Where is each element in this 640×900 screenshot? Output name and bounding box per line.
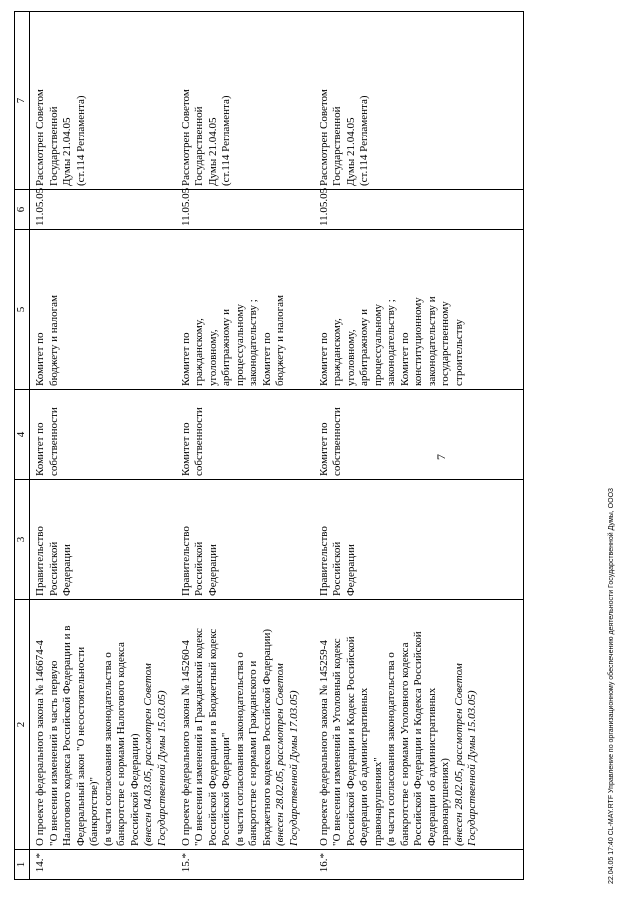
- bill-subject-line: Налогового кодекса Российской Федерации и в: [61, 625, 73, 846]
- lead-committee-line: Комитет по: [317, 422, 330, 476]
- bill-title: О проекте федерального закона № 145260-4: [179, 640, 192, 846]
- co-committee-line: гражданскому,: [331, 318, 343, 386]
- lead-committee: [316, 390, 524, 480]
- bill-subject-line: "О внесении изменений в Гражданский кодекс: [193, 628, 205, 846]
- footer-text: 22.04.05 17:40 CL-MAY.RTF Управление по организационному обеспечению деятельности Государственной Думы, ООО3: [608, 488, 615, 884]
- co-committee-line: арбитражному и: [220, 308, 232, 386]
- co-committee-line: законодательству и: [425, 296, 438, 386]
- bill-note-line: Федерации об административных: [425, 687, 438, 846]
- date: 11.05.05: [316, 190, 524, 230]
- bill-note-line: правонарушениях): [439, 758, 451, 846]
- co-committee-line: Комитет по: [398, 332, 411, 386]
- co-committee-line: законодательству ;: [385, 299, 397, 386]
- co-committee-line: гражданскому,: [193, 318, 205, 386]
- bill-subject-line: Федерации об административных: [358, 687, 370, 846]
- result: [178, 12, 316, 190]
- row-number: 14.*: [30, 850, 178, 880]
- date: 11.05.05: [178, 190, 316, 230]
- table-row: [178, 12, 316, 880]
- result-line: Думы 21.04.05: [344, 117, 357, 186]
- page-number: 7: [434, 454, 448, 460]
- co-committee-line: уголовному,: [206, 329, 219, 386]
- header-col-3: 3: [15, 480, 30, 600]
- result-line: Рассмотрен Советом: [179, 89, 192, 186]
- result-line: Думы 21.04.05: [206, 117, 219, 186]
- co-committee-line: уголовному,: [344, 329, 357, 386]
- result-line: (ст.114 Регламента): [74, 95, 87, 186]
- co-committee-line: бюджету и налогам: [274, 295, 286, 386]
- result: [30, 12, 178, 190]
- bill-note-line: банкротстве с нормами Налогового кодекса: [115, 642, 127, 846]
- result-line: (ст.114 Регламента): [358, 95, 370, 186]
- bill-status-line: Государственной Думы 17.03.05): [287, 690, 300, 846]
- header-col-6: 6: [15, 190, 30, 230]
- initiator-line: Правительство: [317, 526, 330, 596]
- co-committees: [316, 230, 524, 390]
- initiator: [30, 480, 178, 600]
- co-committee-line: Комитет по: [317, 332, 330, 386]
- header-col-5: 5: [15, 230, 30, 390]
- result: [316, 12, 524, 190]
- lead-committee-line: собственности: [331, 407, 343, 476]
- initiator-line: Российской: [193, 541, 205, 596]
- lead-committee-line: собственности: [193, 407, 205, 476]
- bill-subject-line: (банкротстве)": [88, 776, 100, 846]
- co-committee-line: конституционному: [412, 297, 424, 386]
- row-number: 15.*: [178, 850, 316, 880]
- initiator-line: Федерации: [61, 544, 73, 596]
- lead-committee-line: Комитет по: [34, 422, 46, 476]
- result-line: Думы 21.04.05: [61, 117, 73, 186]
- bill-subject-line: Российской Федерации и в Бюджетный кодекс: [206, 628, 219, 846]
- co-committee-line: Комитет по: [34, 332, 46, 386]
- result-line: Государственной: [193, 106, 205, 186]
- agenda-table: [14, 11, 524, 880]
- bill-title: О проекте федерального закона № 145259-4: [317, 640, 330, 846]
- date: 11.05.05: [30, 190, 178, 230]
- bill-note-line: банкротстве с нормами Гражданского и: [247, 660, 259, 846]
- row-number: 16.*: [316, 850, 524, 880]
- co-committee-line: государственному: [439, 301, 451, 386]
- bill-status-line: (внесен 28.02.05, рассмотрен Советом: [452, 663, 465, 846]
- bill-status-line: Государственной Думы 15.03.05): [466, 690, 478, 846]
- co-committee-line: процессуальному: [233, 303, 246, 386]
- bill-note-line: (в части согласования законодательства о: [233, 652, 246, 846]
- bill-subject-line: Российской Федерации": [220, 732, 232, 846]
- result-line: Государственной: [47, 106, 60, 186]
- bill-description: [30, 600, 178, 850]
- initiator: [316, 480, 524, 600]
- initiator-line: Российской: [331, 541, 343, 596]
- bill-subject-line: Федеральный закон "О несостоятельности: [74, 646, 87, 846]
- initiator-line: Правительство: [34, 526, 46, 596]
- bill-status-line: (внесен 04.03.05, рассмотрен Советом: [142, 663, 154, 846]
- initiator-line: Федерации: [206, 544, 219, 596]
- bill-note-line: Бюджетного кодексов Российской Федерации): [260, 628, 273, 846]
- result-line: (ст.114 Регламента): [220, 95, 232, 186]
- co-committee-line: процессуальному: [371, 303, 384, 386]
- co-committee-line: законодательству ;: [247, 299, 259, 386]
- header-row: [15, 12, 30, 880]
- header-col-1: 1: [15, 850, 30, 880]
- bill-subject-line: "О внесении изменений в Уголовный кодекс: [331, 638, 343, 846]
- table-row: [30, 12, 178, 880]
- lead-committee-line: собственности: [47, 407, 60, 476]
- lead-committee: [30, 390, 178, 480]
- bill-description: [178, 600, 316, 850]
- header-col-4: 4: [15, 390, 30, 480]
- initiator-line: Федерации: [344, 544, 357, 596]
- co-committee-line: бюджету и налогам: [47, 295, 60, 386]
- co-committee-line: строительству: [452, 319, 465, 386]
- bill-status-line: Государственной Думы 15.03.05): [155, 690, 168, 846]
- bill-note-line: банкротстве с нормами Уголовного кодекса: [398, 642, 411, 846]
- lead-committee-line: Комитет по: [179, 422, 192, 476]
- co-committees: [178, 230, 316, 390]
- header-col-7: 7: [15, 12, 30, 190]
- bill-description: [316, 600, 524, 850]
- bill-note-line: Российской Федерации): [128, 733, 141, 846]
- header-col-2: 2: [15, 600, 30, 850]
- bill-subject-line: Российской Федерации и Кодекс Российской: [344, 636, 357, 846]
- bill-subject-line: правонарушениях": [371, 757, 384, 846]
- bill-note-line: (в части согласования законодательства о: [385, 652, 397, 846]
- bill-note-line: (в части согласования законодательства о: [101, 652, 114, 846]
- co-committee-line: Комитет по: [260, 332, 273, 386]
- table-row: [316, 12, 524, 880]
- result-line: Рассмотрен Советом: [317, 89, 330, 186]
- co-committees: [30, 230, 178, 390]
- initiator-line: Правительство: [179, 526, 192, 596]
- bill-status-line: (внесен 28.02.05, рассмотрен Советом: [274, 663, 286, 846]
- co-committee-line: арбитражному и: [358, 308, 370, 386]
- lead-committee: [178, 390, 316, 480]
- result-line: Государственной: [331, 106, 343, 186]
- bill-title: О проекте федерального закона № 146674-4: [34, 640, 46, 846]
- co-committee-line: Комитет по: [179, 332, 192, 386]
- bill-note-line: Российской Федерации и Кодекса Российской: [412, 631, 424, 846]
- initiator-line: Российской: [47, 541, 60, 596]
- initiator: [178, 480, 316, 600]
- result-line: Рассмотрен Советом: [34, 89, 46, 186]
- bill-subject-line: "О внесении изменений в часть первую: [47, 660, 60, 846]
